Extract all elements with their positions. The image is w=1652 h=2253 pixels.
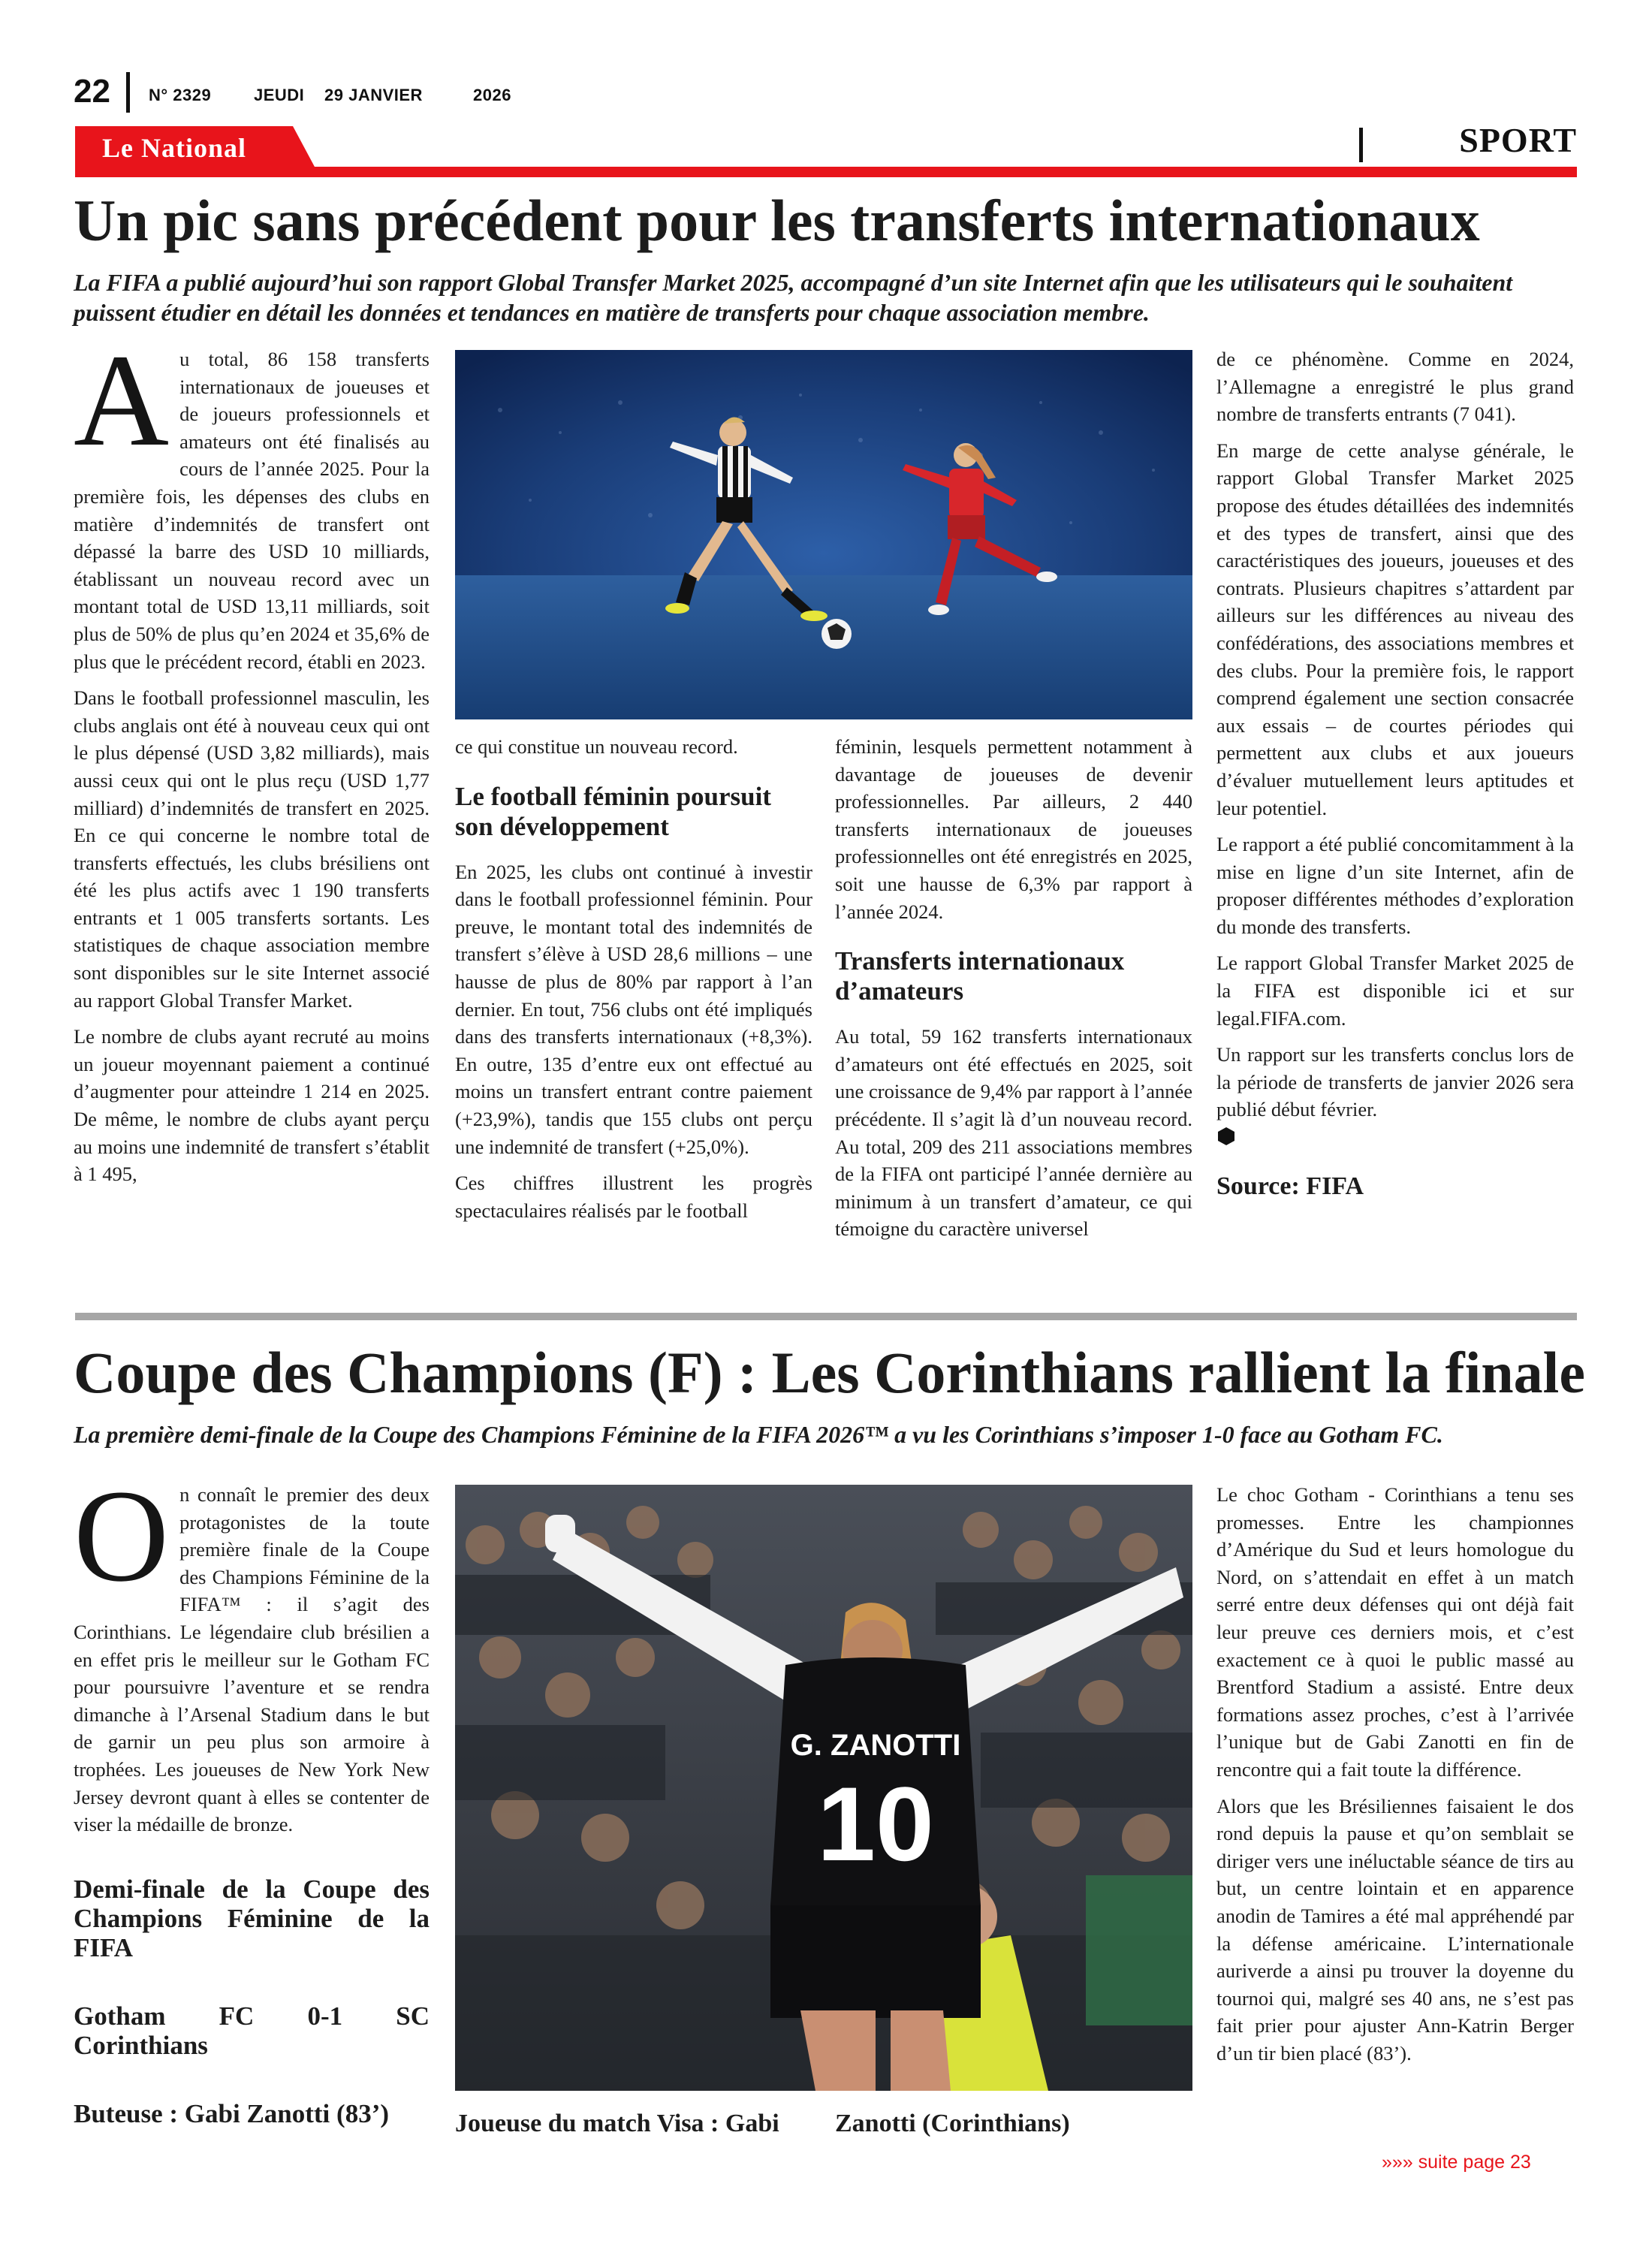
article1-paragraph-9: de ce phénomène. Comme en 2024, l’Allemagne a enregistré le plus grand nombre de transferts entrants (7 041).: [1216, 348, 1574, 426]
section-divider: [1359, 128, 1363, 162]
article2-column-4: [1216, 1481, 1574, 2067]
article1-paragraph-11: Le rapport a été publié concomitamment à la mise en ligne d’un site Internet, afin de proposer différentes méthodes d’exploration du monde des transferts.: [1216, 833, 1574, 938]
section-label: SPORT: [1459, 121, 1577, 159]
match-fact-title: Demi-finale de la Coupe des Champions Féminine de la FIFA: [74, 1874, 430, 1962]
article1-paragraph-4: ce qui constitue un nouveau record.: [455, 735, 738, 758]
continued-link[interactable]: »»» suite page 23: [1382, 2152, 1531, 2173]
football-players-photo: [455, 350, 1192, 719]
issue-year: 2026: [473, 86, 511, 104]
article-divider: [75, 1313, 1577, 1320]
article2-paragraph-1: n connaît le premier des deux protagonistes de la toute première finale de la Coupe des Champions Féminine de la FIFA™ : il s’agit des Corinthians. Le légendaire club brésilien a en effet pris le meilleur sur le Gotham FC pour poursuivre l’aventure et se rendra dimanche à l’Arsenal Stadium dans le but de garnir un peu plus son armoire à trophées. Les joueuses de New York New Jersey devront quant à elles se contenter de viser la médaille de bronze.: [74, 1483, 430, 1836]
article1-column-3: [835, 733, 1192, 1243]
article2-photo: [455, 1485, 1192, 2091]
article1-column-1: [74, 327, 430, 1188]
match-score: Gotham FC 0-1 SC Corinthians: [74, 2001, 430, 2060]
article1-paragraph-8: Au total, 59 162 transferts internationaux d’amateurs ont été effectués en 2025, soit une croissance de 9,4% par rapport à l’année précédente. Il s’agit là d’un nouveau record. Au total, 209 des 211 associations membres de la FIFA ont participé l’année dernière au minimum à un transfert d’amateur, ce qui témoigne du caractère universel: [835, 1025, 1192, 1241]
article2-headline: Coupe des Champions (F) : Les Corinthians rallient la finale: [74, 1340, 1585, 1405]
article1-paragraph-6: Ces chiffres illustrent les progrès spectaculaires réalisés par le football: [455, 1172, 812, 1222]
article1-paragraph-10: En marge de cette analyse générale, le rapport Global Transfer Market 2025 propose des études détaillées des indemnités et des types de transfert, ainsi que des caractéristiques des joueurs, joueuses et des contrats. Plusieurs chapitres s’attardent par ailleurs sur les différences au niveau des confédérations, des associations membres et des clubs. Pour la première fois, le rapport comprend également une section consacrée aux essais – de courtes périodes qui permettent aux clubs et aux joueurs d’évaluer mutuellement leurs aptitudes et leur potentiel.: [1216, 439, 1574, 819]
article2-drop-cap: O: [74, 1463, 170, 1609]
page-number-divider: [126, 72, 130, 113]
issue-number: N° 2329: [149, 86, 212, 104]
article1-paragraph-1: u total, 86 158 transferts internationaux de joueuses et de joueurs professionnels et amateurs ont été finalisés au cours de l’année 2025. Pour la première fois, les dépenses des clubs en matière d’indemnités de transfert ont dépassé la barre des USD 10 milliards, établissant un nouveau record avec un montant total de USD 13,11 milliards, soit plus de 50% de plus qu’en 2024 et 35,6% de plus que le précédent record, établi en 2023.: [74, 348, 430, 673]
brand-tab: [75, 126, 315, 168]
player-of-match-right: Zanotti (Corinthians): [835, 2110, 1070, 2137]
article2-deck: La première demi-finale de la Coupe des Champions Féminine de la FIFA 2026™ a vu les Corinthians s’imposer 1-0 face au Gotham FC.: [74, 1421, 1443, 1448]
article1-paragraph-2: Dans le football professionnel masculin, les clubs anglais ont été à nouveau ceux qui ont le plus dépensé (USD 3,82 milliards), mais aussi ceux qui ont le plus reçu (USD 1,77 milliard) d’indemnités de transfert en 2025. En ce qui concerne le nombre total de transferts effectués, les clubs brésiliens ont été les plus actifs avec 1 190 transferts entrants et 1 005 transferts sortants. Les statistiques de chaque association membre sont disponibles sur le site Internet associé au rapport Global Transfer Market.: [74, 686, 430, 1012]
article1-paragraph-5: En 2025, les clubs ont continué à investir dans le football professionnel féminin. Pour preuve, le montant total des indemnités de transfert s’élève à USD 28,6 millions – une hausse de plus de 80% par rapport à l’an dernier. En tout, 756 clubs ont été impliqués dans des transferts internationaux (+8,3%). En outre, 135 d’entre eux ont effectué au moins un transfert entrant contre paiement (+23,9%), tandis que 155 clubs ont perçu une indemnité de transfert (+25,0%).: [455, 860, 812, 1158]
end-mark-icon: [1216, 1126, 1236, 1146]
article1-deck: La FIFA a publié aujourd’hui son rapport Global Transfer Market 2025, accompagné d’un site Internet afin que les utilisateurs qui le souhaitent puissent étudier en détail les données et tendances en matière de transferts pour chaque association membre.: [74, 269, 1513, 326]
article1-headline: Un pic sans précédent pour les transferts internationaux: [74, 188, 1480, 253]
article2-column-1: [74, 1463, 430, 2128]
article2-paragraph-2: Le choc Gotham - Corinthians a tenu ses promesses. Entre les championnes d’Amérique du Sud et leurs homologue du Nord, on s’attendait en effet à un match serré entre deux défenses qui ont déjà fait leur preuve ces derniers mois, et c’est exactement ce à quoi le public massé au Brentford Stadium a assisté. Entre deux formations assez proches, c’est à l’arrivée l’unique but de Gabi Zanotti en fin de rencontre qui a fait toute la différence.: [1216, 1483, 1574, 1781]
article1-source: Source: FIFA: [1216, 1172, 1364, 1201]
article1-subhead-amateurs: Transferts internationaux d’amateurs: [835, 946, 1125, 1006]
issue-day: JEUDI: [254, 86, 305, 104]
jersey-number: 10: [817, 1765, 934, 1883]
article1-paragraph-13: Un rapport sur les transferts conclus lors de la période de transferts de janvier 2026 sera publié début février.: [1216, 1043, 1574, 1121]
page-number: 22: [74, 73, 110, 110]
article1-paragraph-12: Le rapport Global Transfer Market 2025 de la FIFA est disponible ici et sur legal.FIFA.com.: [1216, 952, 1574, 1030]
issue-date: 29 JANVIER: [324, 86, 423, 104]
jersey-name: G. ZANOTTI: [790, 1729, 961, 1762]
article1-paragraph-7: féminin, lesquels permettent notamment à davantage de joueuses de devenir professionnelles. Par ailleurs, 2 440 transferts internationaux de joueuses professionnelles ont été enregistrés en 2025, soit une hausse de 6,3% par rapport à l’année 2024.: [835, 735, 1192, 923]
article1-column-4: [1216, 345, 1574, 1201]
article1-column-2: [455, 733, 812, 1224]
article2-paragraph-3: Alors que les Brésiliennes faisaient le dos rond depuis la pause et qu’on semblait se diriger vers une inéluctable séance de tirs au but, un centre lointain et en apparence anodin de Tamires a été mal appréhendé par la défense américaine. L’internationale auriverde a ainsi pu trouver la doyenne du tournoi qui, malgré ses 40 ans, ne s’est pas fait prier pour ajuster Ann-Katrin Berger d’un tir bien placé (83’).: [1216, 1794, 1574, 2064]
article1-subhead-women: Le football féminin poursuit son développement: [455, 781, 772, 841]
article1-drop-cap: A: [74, 327, 170, 474]
article1-photo: [455, 350, 1192, 719]
player-of-match-left: Joueuse du match Visa : Gabi: [455, 2110, 779, 2137]
article1-paragraph-3: Le nombre de clubs ayant recruté au moins un joueur moyennant paiement a continué d’augmenter pour atteindre 1 214 en 2025. De même, le nombre de clubs ayant perçu au moins une indemnité de transfert s’établit à 1 495,: [74, 1025, 430, 1186]
header-rule: [75, 167, 1577, 177]
match-scorer: Buteuse : Gabi Zanotti (83’): [74, 2098, 389, 2128]
zanotti-celebration-photo: [455, 1485, 1192, 2091]
brand-logo: Le National: [102, 133, 247, 163]
